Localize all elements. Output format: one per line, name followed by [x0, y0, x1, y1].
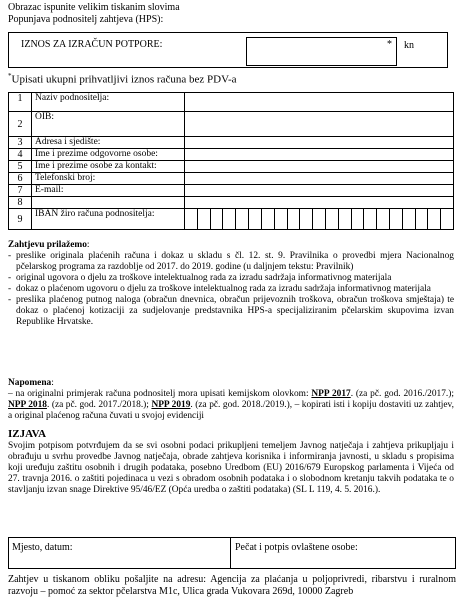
iban-field[interactable]	[185, 209, 454, 230]
table-row	[9, 137, 454, 149]
row-label: OIB:	[32, 112, 185, 137]
row-number: 2	[9, 112, 32, 137]
attachments-heading: Zahtjevu prilažemo:	[8, 240, 90, 250]
stamp-sign-label: Pečat i potpis ovlaštene osobe:	[235, 542, 358, 553]
amount-unit: kn	[404, 40, 414, 51]
row-number: 6	[9, 173, 32, 185]
row-number: 1	[9, 93, 32, 112]
filled-by-text: Popunjava podnositelj zahtjeva (HPS):	[8, 14, 164, 25]
table-row	[9, 112, 454, 137]
responsible-person-field[interactable]	[185, 149, 454, 161]
phone-field[interactable]	[185, 173, 454, 185]
footnote-mark: *	[8, 72, 12, 80]
instruction-text: Obrazac ispunite velikim tiskanim slovima	[8, 2, 180, 13]
table-row	[9, 185, 454, 197]
row-label: Ime i prezime odgovorne osobe:	[32, 149, 185, 161]
list-item: - dokaz o plaćenom ugovoru o djelu za troškove intelektualnog rada za izradu sadržaja informativnog materijala	[8, 284, 454, 295]
row-number: 5	[9, 161, 32, 173]
list-item: - preslike originala plaćenih računa i dokaz u skladu s čl. 12. st. 9. Pravilnika o provedbi mjera Nacionalnog pčelarskog programa za razdoblje od 2017. do 2019. godine (u daljnjem tekstu: Pravilnik)	[8, 251, 454, 273]
table-row	[9, 161, 454, 173]
footnote-text: Upisati ukupni prihvatljivi iznos računa bez PDV-a	[11, 73, 237, 86]
signature-divider	[230, 538, 231, 568]
statement-section	[8, 428, 454, 496]
list-item: - preslika plaćenog putnog naloga (obračun dnevnica, obračun prijevoznih troškova, obračun troškova smještaja) te dokaz o plaćenoj kotizaciji za sudjelovanje predstavnika HPS-a specijaliziranim pčelarskim skupovima izvan Republike Hrvatske.	[8, 295, 454, 328]
place-date-field[interactable]	[10, 554, 228, 568]
row-label: Adresa i sjedište:	[32, 137, 185, 149]
row-number: 7	[9, 185, 32, 197]
amount-section	[8, 32, 448, 68]
statement-text: Svojim potpisom potvrđujem da se svi osobni podaci prikupljeni temeljem Javnog natječaja i zahtjeva prikupljaju i obrađuju u svrhu provedbe Javnog natječaja, obrade zahtjeva korisnika i informiranja javnosti, u skladu s propisima koji uređuju zaštitu osobnih i drugih podataka, posebno Uredbom (EU) 2016/679 Europskog parlamenta i Vijeća od 27. travnja 2016. o zaštiti pojedinaca u vezi s obradom osobnih podataka i o slobodnom kretanju takvih podataka te o stavljanju izvan snage Direktive 95/46/EZ (Opća uredba o zaštiti podataka) (SL L 119, 4. 5. 2016.).	[8, 441, 454, 495]
row-number: 8	[9, 197, 32, 209]
row-label: IBAN žiro računa podnositelja:	[32, 209, 185, 230]
table-row	[9, 149, 454, 161]
applicant-form-table	[8, 92, 454, 230]
oib-field[interactable]	[185, 112, 454, 137]
amount-input[interactable]	[246, 37, 397, 66]
place-date-label: Mjesto, datum:	[12, 542, 73, 553]
address-field[interactable]	[185, 137, 454, 149]
row-number: 4	[9, 149, 32, 161]
signature-field[interactable]	[233, 554, 453, 568]
row-number: 3	[9, 137, 32, 149]
note-heading: Napomena:	[8, 378, 54, 388]
row-8-field[interactable]	[185, 197, 454, 209]
mailing-address-text: Zahtjev u tiskanom obliku pošaljite na adresu: Agencija za plaćanja u poljoprivredi, ribarstvu i ruralnom razvoju – pomoć za sektor pčelarstva M1c, Ulica grada Vukovara 269d, 10000 Zagreb	[8, 574, 456, 597]
note-text: – na originalni primjerak računa podnositelj mora upisati kemijskom olovkom: NPP 2017. (za pč. god. 2016./2017.); NPP 2018. (za pč. god. 2017./2018.); NPP 2019. (za pč. god. 2018./2019.), – kopirati isti i kopiju dostaviti uz zahtjev, a original plaćenog računa čuvati u svojoj evidenciji	[8, 389, 454, 421]
row-label: Ime i prezime osobe za kontakt:	[32, 161, 185, 173]
table-row	[9, 93, 454, 112]
table-row	[9, 197, 454, 209]
list-item: - original ugovora o djelu za troškove intelektualnog rada za izradu sadržaja informativnog materijala	[8, 273, 454, 284]
table-row	[9, 173, 454, 185]
contact-person-field[interactable]	[185, 161, 454, 173]
email-field[interactable]	[185, 185, 454, 197]
row-number: 9	[9, 209, 32, 230]
statement-heading: IZJAVA	[8, 428, 47, 440]
attachments-section	[8, 240, 454, 328]
table-row	[9, 209, 454, 230]
iban-digit-cells	[185, 209, 453, 229]
amount-label: IZNOS ZA IZRAČUN POTPORE:	[21, 39, 163, 50]
attachments-list	[8, 251, 454, 328]
amount-footnote	[8, 70, 237, 87]
amount-asterisk: *	[387, 39, 392, 50]
note-section	[8, 378, 454, 422]
applicant-name-field[interactable]	[185, 93, 454, 112]
row-label	[32, 197, 185, 209]
row-label: Naziv podnositelja:	[32, 93, 185, 112]
row-label: E-mail:	[32, 185, 185, 197]
row-label: Telefonski broj:	[32, 173, 185, 185]
signature-section	[8, 537, 456, 569]
